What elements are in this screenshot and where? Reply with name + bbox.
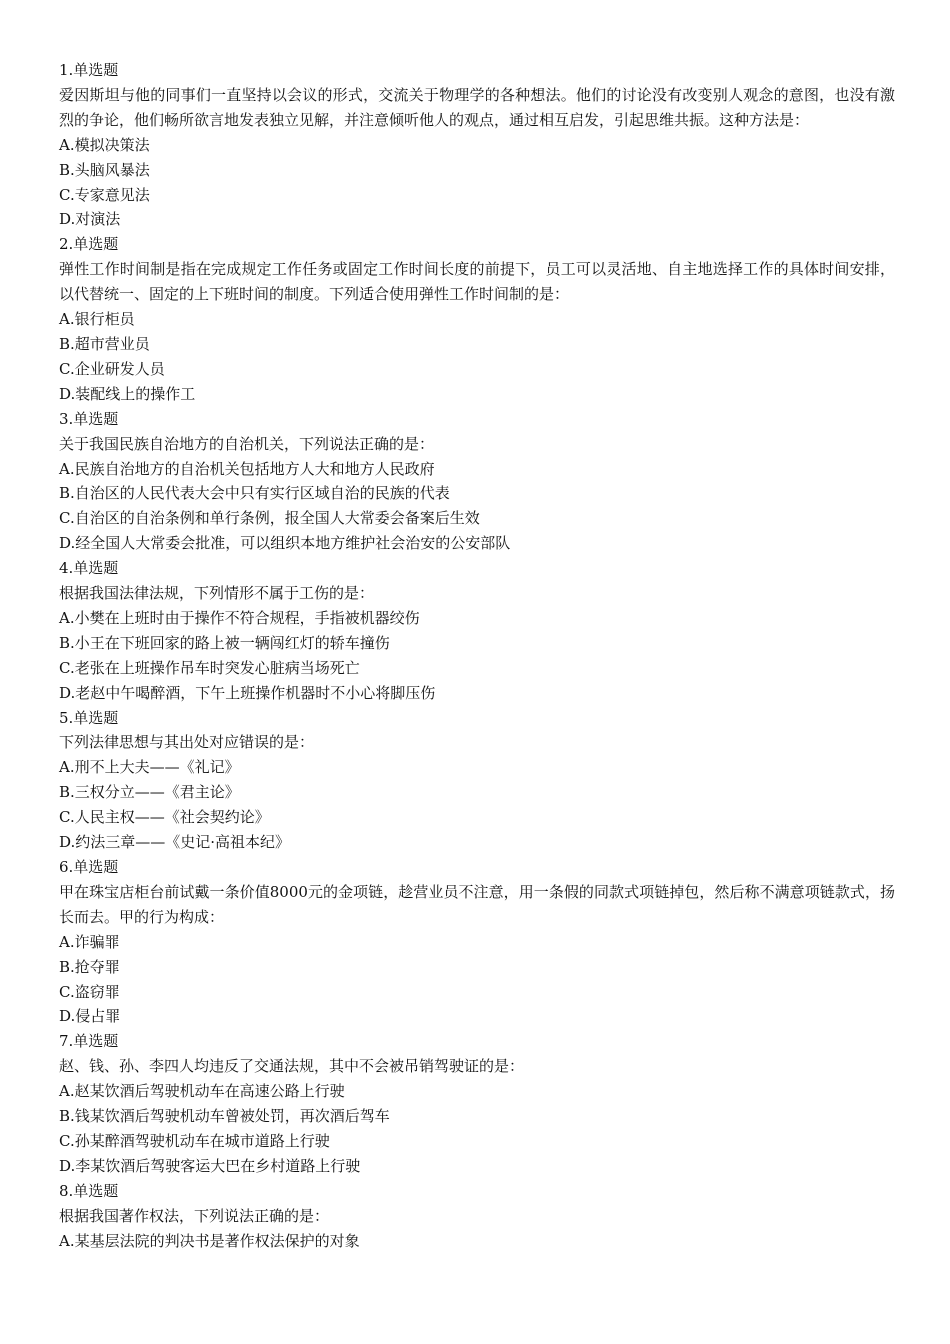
option-b: B.钱某饮酒后驾驶机动车曾被处罚，再次酒后驾车 — [59, 1107, 390, 1126]
question-stem: 弹性工作时间制是指在完成规定工作任务或固定工作时间长度的前提下，员工可以灵活地、自主地选择工作的具体时间安排，以代替统一、固定的上下班时间的制度。下列适合使用弹性工作时间制的是： — [59, 260, 895, 304]
question-header: 8.单选题 — [59, 1181, 119, 1200]
option-b: B.小王在下班回家的路上被一辆闯红灯的轿车撞伤 — [59, 633, 390, 652]
option-d: D.对演法 — [59, 210, 121, 229]
option-d: D.装配线上的操作工 — [59, 384, 196, 403]
option-a: A.刑不上大夫——《礼记》 — [59, 758, 240, 777]
question-1 — [59, 58, 895, 232]
option-b: B.头脑风暴法 — [59, 160, 150, 179]
option-b: B.抢夺罪 — [59, 957, 120, 976]
question-stem: 根据我国法律法规，下列情形不属于工伤的是： — [59, 584, 375, 603]
question-stem: 甲在珠宝店柜台前试戴一条价值8000元的金项链，趁营业员不注意，用一条假的同款式项链掉包，然后称不满意项链款式，扬长而去。甲的行为构成： — [59, 882, 895, 926]
option-a: A.小樊在上班时由于操作不符合规程，手指被机器绞伤 — [59, 608, 420, 627]
option-a: A.某基层法院的判决书是著作权法保护的对象 — [59, 1231, 360, 1250]
question-header: 5.单选题 — [59, 708, 119, 727]
question-stem: 根据我国著作权法，下列说法正确的是： — [59, 1206, 330, 1225]
question-8 — [59, 1179, 895, 1254]
question-stem: 下列法律思想与其出处对应错误的是： — [59, 733, 315, 752]
question-header: 2.单选题 — [59, 235, 119, 254]
option-b: B.三权分立——《君主论》 — [59, 783, 240, 802]
option-c: C.老张在上班操作吊车时突发心脏病当场死亡 — [59, 658, 360, 677]
option-d: D.老赵中午喝醉酒，下午上班操作机器时不小心将脚压伤 — [59, 683, 436, 702]
question-stem: 关于我国民族自治地方的自治机关，下列说法正确的是： — [59, 434, 435, 453]
option-c: C.自治区的自治条例和单行条例，报全国人大常委会备案后生效 — [59, 509, 480, 528]
option-c: C.专家意见法 — [59, 185, 150, 204]
option-c: C.人民主权——《社会契约论》 — [59, 808, 270, 827]
option-b: B.自治区的人民代表大会中只有实行区域自治的民族的代表 — [59, 484, 450, 503]
option-c: C.孙某醉酒驾驶机动车在城市道路上行驶 — [59, 1131, 330, 1150]
option-d: D.约法三章——《史记·高祖本纪》 — [59, 833, 291, 852]
option-a: A.赵某饮酒后驾驶机动车在高速公路上行驶 — [59, 1082, 345, 1101]
question-stem: 爱因斯坦与他的同事们一直坚持以会议的形式，交流关于物理学的各种想法。他们的讨论没有改变别人观念的意图，也没有激烈的争论，他们畅所欲言地发表独立见解，并注意倾听他人的观点，通过相互启发，引起思维共振。这种方法是： — [59, 85, 895, 129]
exam-page — [59, 58, 895, 1254]
option-c: C.企业研发人员 — [59, 359, 165, 378]
option-a: A.诈骗罪 — [59, 932, 120, 951]
question-2 — [59, 232, 895, 406]
question-header: 1.单选题 — [59, 61, 119, 79]
question-4 — [59, 556, 895, 705]
question-3 — [59, 407, 895, 556]
question-header: 7.单选题 — [59, 1032, 119, 1051]
option-d: D.李某饮酒后驾驶客运大巴在乡村道路上行驶 — [59, 1156, 361, 1175]
option-d: D.经全国人大常委会批准，可以组织本地方维护社会治安的公安部队 — [59, 534, 511, 553]
question-5 — [59, 706, 895, 855]
question-6 — [59, 855, 895, 1029]
option-d: D.侵占罪 — [59, 1007, 121, 1026]
option-b: B.超市营业员 — [59, 334, 150, 353]
question-header: 6.单选题 — [59, 858, 119, 876]
option-c: C.盗窃罪 — [59, 982, 120, 1001]
question-header: 4.单选题 — [59, 559, 119, 578]
question-7 — [59, 1029, 895, 1178]
option-a: A.银行柜员 — [59, 310, 135, 329]
option-a: A.民族自治地方的自治机关包括地方人大和地方人民政府 — [59, 459, 435, 478]
question-header: 3.单选题 — [59, 409, 119, 428]
question-stem: 赵、钱、孙、李四人均违反了交通法规，其中不会被吊销驾驶证的是： — [59, 1057, 525, 1076]
option-a: A.模拟决策法 — [59, 135, 150, 154]
